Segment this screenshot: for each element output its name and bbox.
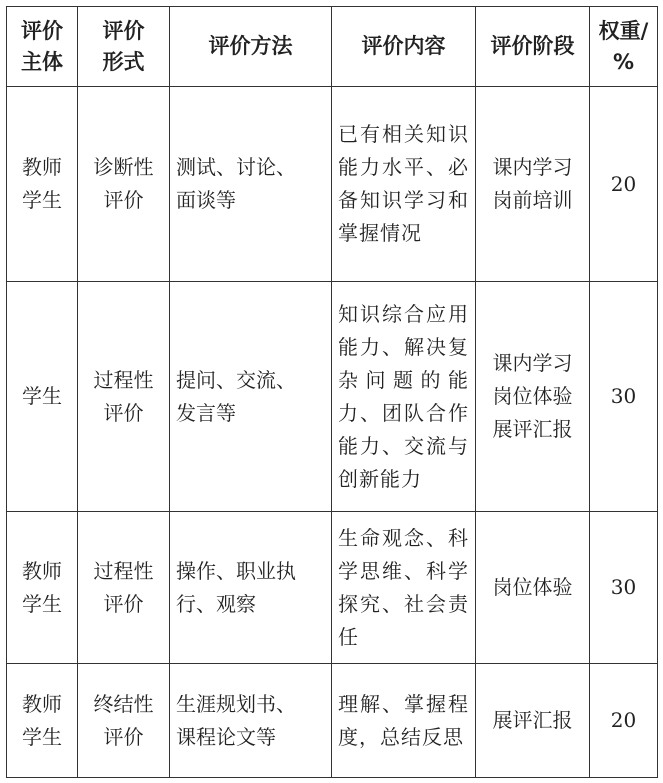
cell-form: 过程性 评价	[78, 282, 170, 512]
cell-form: 诊断性 评价	[78, 87, 170, 282]
cell-method: 提问、交流、 发言等	[170, 282, 332, 512]
cell-content: 理解、掌握程度，总结反思	[332, 664, 476, 778]
table-header-row	[7, 7, 658, 87]
cell-method: 测试、讨论、 面谈等	[170, 87, 332, 282]
cell-content: 知识综合应用能力、解决复杂问题的能力、团队合作能力、交流与创新能力	[332, 282, 476, 512]
cell-form: 终结性 评价	[78, 664, 170, 778]
table-row	[7, 512, 658, 664]
cell-weight: 30	[590, 512, 658, 664]
cell-stage: 课内学习 岗前培训	[476, 87, 590, 282]
cell-weight: 30	[590, 282, 658, 512]
cell-subject: 教师 学生	[7, 87, 78, 282]
cell-subject: 教师 学生	[7, 664, 78, 778]
header-content: 评价内容	[332, 7, 476, 87]
cell-stage: 课内学习 岗位体验 展评汇报	[476, 282, 590, 512]
cell-method: 生涯规划书、 课程论文等	[170, 664, 332, 778]
cell-subject: 教师 学生	[7, 512, 78, 664]
header-weight: 权重/ %	[590, 7, 658, 87]
cell-weight: 20	[590, 664, 658, 778]
cell-weight: 20	[590, 87, 658, 282]
cell-content: 生命观念、科学思维、科学探究、社会责任	[332, 512, 476, 664]
header-method: 评价方法	[170, 7, 332, 87]
table-row	[7, 282, 658, 512]
cell-form: 过程性 评价	[78, 512, 170, 664]
cell-subject: 学生	[7, 282, 78, 512]
cell-method: 操作、职业执 行、观察	[170, 512, 332, 664]
cell-stage: 岗位体验	[476, 512, 590, 664]
table-row	[7, 664, 658, 778]
evaluation-table	[6, 6, 658, 778]
cell-content: 已有相关知识能力水平、必备知识学习和掌握情况	[332, 87, 476, 282]
header-subject: 评价 主体	[7, 7, 78, 87]
table-row	[7, 87, 658, 282]
cell-stage: 展评汇报	[476, 664, 590, 778]
header-form: 评价 形式	[78, 7, 170, 87]
header-stage: 评价阶段	[476, 7, 590, 87]
